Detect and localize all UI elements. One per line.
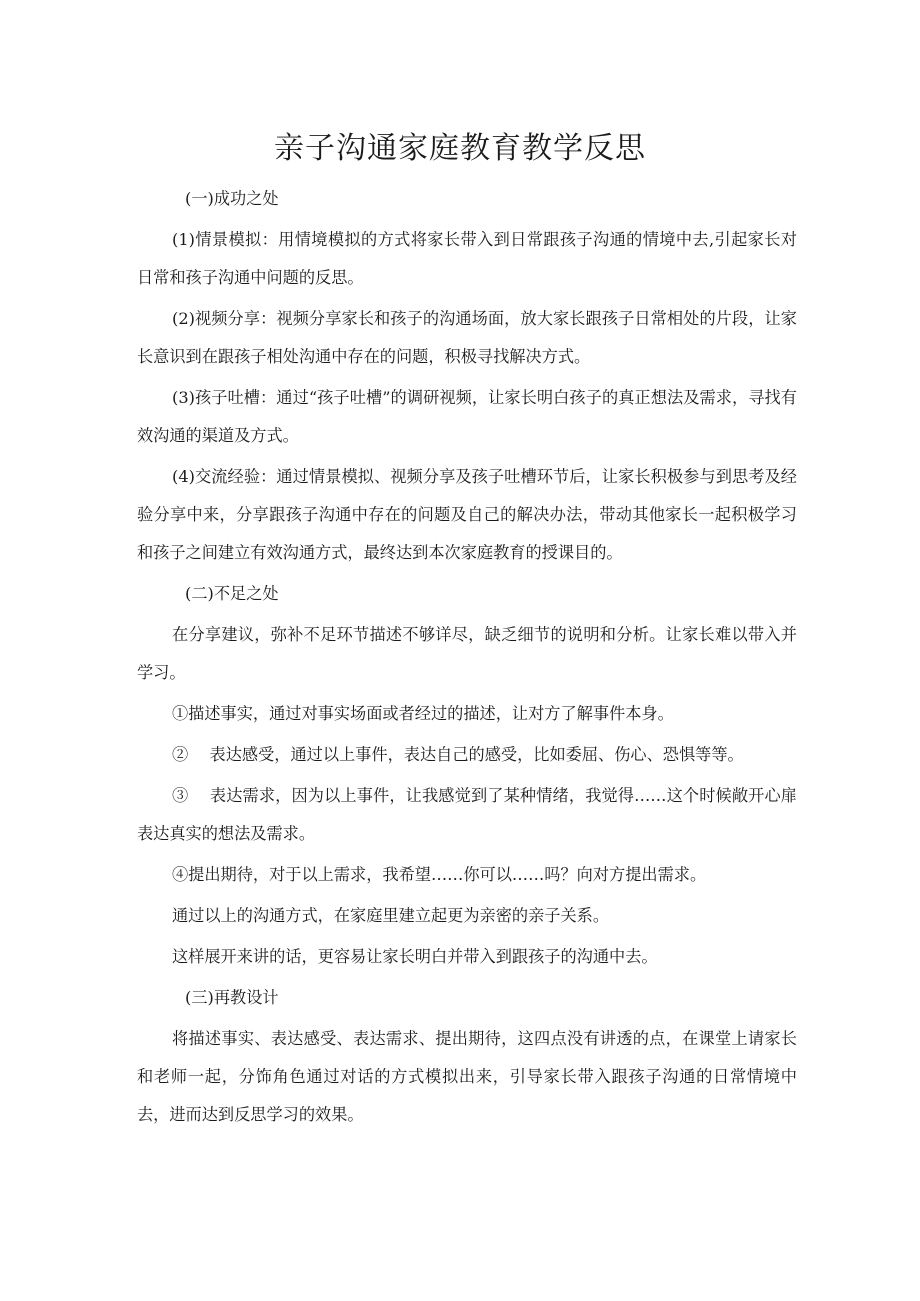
document-body [137,180,797,1137]
paragraph-redesign-plan: 将描述事实、表达感受、表达需求、提出期待，这四点没有讲透的点，在课堂上请家长和老师一起，分饰角色通过对话的方式模拟出来，引导家长带入跟孩子沟通的日常情境中去，进而达到反思学习的效果。 [137,1029,797,1124]
paragraph-communication-result: 通过以上的沟通方式，在家庭里建立起更为亲密的亲子关系。 [172,906,610,925]
document-title: 亲子沟通家庭教育教学反思 [274,131,646,166]
section-heading-shortcomings: (二)不足之处 [185,584,279,603]
paragraph-experience-exchange: (4)交流经验：通过情景模拟、视频分享及孩子吐槽环节后，让家长积极参与到思考及经验分享中来，分享跟孩子沟通中存在的问题及自己的解决办法，带动其他家长一起积极学习和孩子之间建立有效沟通方式，最终达到本次家庭教育的授课目的。 [137,467,797,562]
section-heading-success: (一)成功之处 [185,189,279,208]
paragraph-video-sharing: (2)视频分享：视频分享家长和孩子的沟通场面，放大家长跟孩子日常相处的片段，让家长意识到在跟孩子相处沟通中存在的问题，积极寻找解决方式。 [137,309,797,366]
paragraph-scenario-simulation: (1)情景模拟：用情境模拟的方式将家长带入到日常跟孩子沟通的情境中去,引起家长对日常和孩子沟通中问题的反思。 [137,230,797,287]
list-item-express-feelings: ② 表达感受，通过以上事件，表达自己的感受，比如委屈、伤心、恐惧等等。 [172,745,744,764]
paragraph-expansion-note: 这样展开来讲的话，更容易让家长明白并带入到跟孩子的沟通中去。 [172,947,658,966]
list-item-make-requests: ④提出期待，对于以上需求，我希望……你可以……吗？向对方提出需求。 [172,865,707,884]
list-item-describe-facts: ①描述事实，通过对事实场面或者经过的描述，让对方了解事件本身。 [172,704,674,723]
paragraph-shortcoming-summary: 在分享建议，弥补不足环节描述不够详尽，缺乏细节的说明和分析。让家长难以带入并学习。 [137,625,797,682]
paragraph-child-complaints: (3)孩子吐槽：通过“孩子吐槽”的调研视频，让家长明白孩子的真正想法及需求，寻找有效沟通的渠道及方式。 [137,388,797,445]
section-heading-redesign: (三)再教设计 [185,988,279,1007]
list-item-express-needs: ③ 表达需求，因为以上事件，让我感觉到了某种情绪，我觉得……这个时候敞开心扉表达真实的想法及需求。 [137,786,797,843]
